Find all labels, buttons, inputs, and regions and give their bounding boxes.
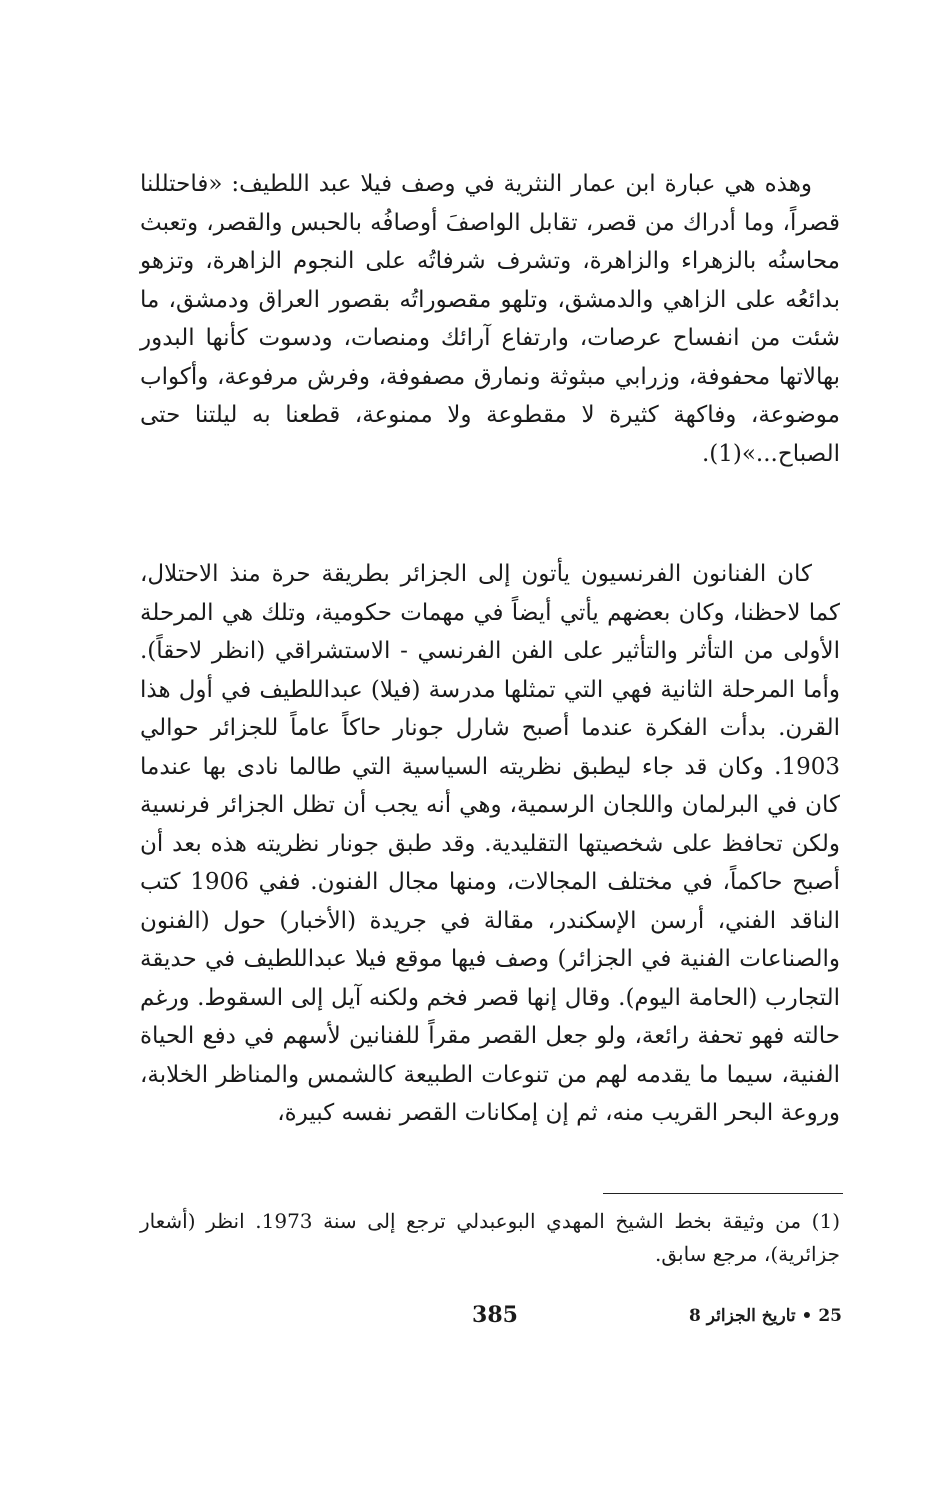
body-paragraph: كان الفنانون الفرنسيون يأتون إلى الجزائر بطريقة حرة منذ الاحتلال، كما لاحظنا، وكان بعضهم يأتي أيضاً في مهمات حكومية، وتلك هي المرحلة الأولى من التأثر والتأثير على الفن الفرنسي - الاستشراقي (انظر لاحقاً). وأما المرحلة الثانية فهي التي تمثلها مدرسة (فيلا) عبداللطيف في أول هذا القرن. بدأت الفكرة عندما أصبح شارل جونار حاكاً عاماً للجزائر حوالي 1903. وكان قد جاء ليطبق نظريته السياسية التي طالما نادى بها عندما كان في البرلمان واللجان الرسمية، وهي أنه يجب أن تظل الجزائر فرنسية ولكن تحافظ على شخصيتها التقليدية. وقد طبق جونار نظريته هذه بعد أن أصبح حاكماً، في مختلف المجالات، ومنها مجال الفنون. ففي 1906 كتب الناقد الفني، أرسن الإسكندر، مقالة في جريدة (الأخبار) حول (الفنون والصناعات الفنية في الجزائر) وصف فيها موقع فيلا عبداللطيف في حديقة التجارب (الحامة اليوم). وقال إنها قصر فخم ولكنه آيل إلى السقوط. ورغم حالته فهو تحفة رائعة، ولو جعل القصر مقراً للفنانين لأسهم في دفع الحياة الفنية، سيما ما يقدمه لهم من تنوعات الطبيعة كالشمس والمناظر الخلابة، وروعة البحر القريب منه، ثم إن إمكانات القصر نفسه كبيرة، [140,561,840,1126]
page-number: 385 [472,1302,518,1328]
quote-paragraph: وهذه هي عبارة ابن عمار النثرية في وصف فيلا عبد اللطيف: «فاحتللنا قصراً، وما أدراك من قصر، تقابل الواصفَ أوصافُه بالحبس والقصر، وتعبث محاسنُه بالزهراء والزاهرة، وتشرف شرفاتُه على النجوم الزاهرة، وتزهو بدائعُه على الزاهي والدمشق، وتلهو مقصوراتُه بقصور العراق ودمشق، ما شئت من انفساح عرصات، وارتفاع آرائك ومنصات، ودسوت كأنها البدور بهالاتها محفوفة، وزرابي مبثوثة ونمارق مصفوفة، وفرش مرفوعة، وأكواب موضوعة، وفاكهة كثيرة لا مقطوعة ولا ممنوعة، قطعنا به ليلتنا حتى الصباح...»(1). [140,171,840,467]
printer-signature: 25 • تاريخ الجزائر 8 [689,1306,842,1326]
footnote-divider [603,1193,843,1194]
footnote: (1) من وثيقة بخط الشيخ المهدي البوعبدلي ترجع إلى سنة 1973. انظر (أشعار جزائرية)، مرجع سابق. [140,1209,840,1266]
